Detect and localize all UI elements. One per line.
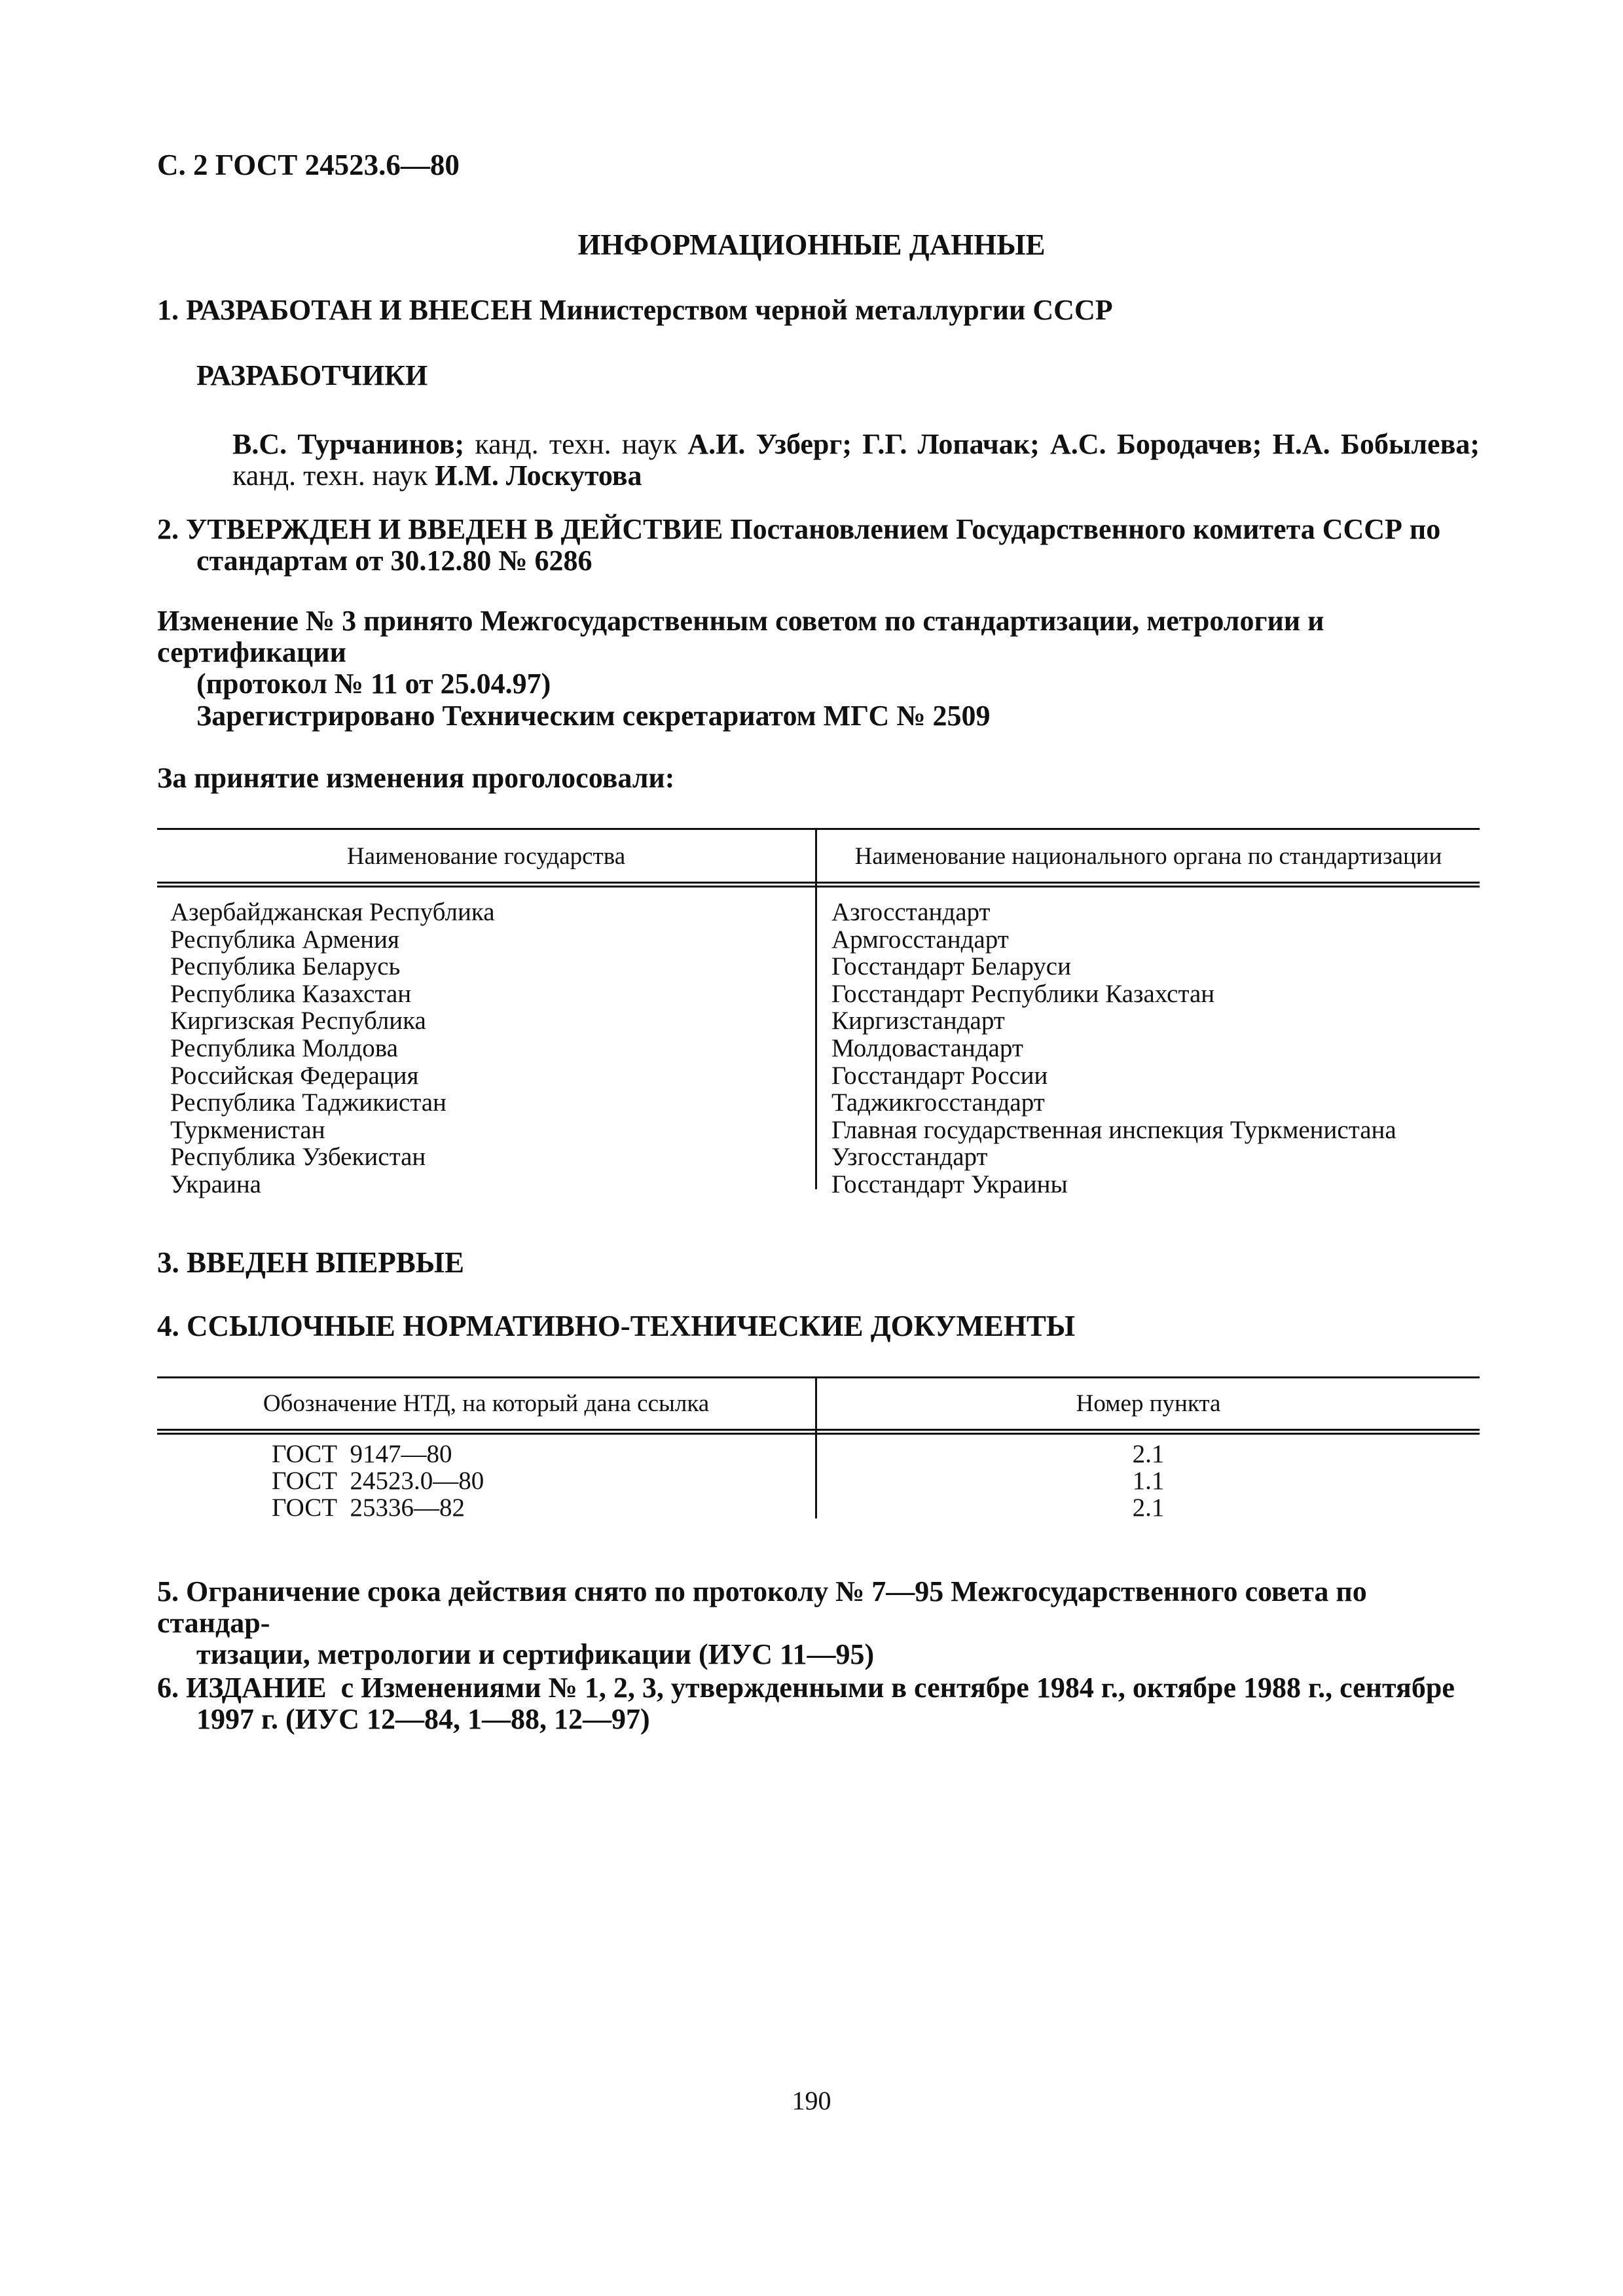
developer-rank-1: канд. техн. наук [464, 428, 688, 460]
table-cell: Российская Федерация [170, 1061, 419, 1090]
refs-table [157, 1376, 1480, 1522]
item-6-line-1: 6. ИЗДАНИЕ с Изменениями № 1, 2, 3, утвержденными в сентябре 1984 г., октябре 1988 г., сентябре [157, 1672, 1455, 1704]
table-cell: 2.1 [1132, 1440, 1165, 1468]
table-cell: Республика Узбекистан [170, 1143, 426, 1172]
table-rule [157, 1376, 1480, 1378]
table-cell: Республика Беларусь [170, 952, 401, 981]
table-rule [157, 1429, 1480, 1431]
table-cell: Республика Молдова [170, 1033, 398, 1062]
refs-table-header-doc: Обозначение НТД, на который дана ссылка [263, 1390, 710, 1417]
page-number: 190 [792, 2086, 831, 2115]
item-1-text: Министерством черной металлургии СССР [539, 294, 1113, 326]
states-column [170, 899, 495, 1198]
table-cell: Госстандарт Беларуси [831, 952, 1071, 981]
table-rule [157, 882, 1480, 884]
table-cell: Госстандарт Республики Казахстан [831, 979, 1215, 1008]
table-cell: Госстандарт России [831, 1061, 1048, 1090]
table-cell: Республика Армения [170, 925, 399, 954]
page-header: С. 2 ГОСТ 24523.6—80 [157, 149, 460, 181]
item-1 [157, 295, 1113, 326]
table-cell: Госстандарт Украины [831, 1170, 1068, 1198]
states-table-header-body: Наименование национального органа по стандартизации [854, 843, 1442, 870]
voted-heading: За принятие изменения проголосовали: [157, 762, 675, 794]
table-cell: ГОСТ 25336—82 [272, 1494, 465, 1522]
table-cell: ГОСТ 9147—80 [272, 1440, 452, 1468]
document-title: ИНФОРМАЦИОННЫЕ ДАННЫЕ [577, 228, 1046, 261]
item-2 [157, 514, 1480, 577]
table-cell: Украина [170, 1170, 261, 1198]
table-cell: Узгосстандарт [831, 1143, 988, 1172]
table-rule [157, 1433, 1480, 1435]
item-5 [157, 1576, 1480, 1670]
bodies-column [831, 899, 1396, 1198]
table-cell: ГОСТ 24523.0—80 [272, 1467, 484, 1495]
table-cell: Киргизстандарт [831, 1007, 1005, 1035]
states-table [157, 828, 1480, 1198]
table-rule [157, 828, 1480, 830]
item-6 [157, 1672, 1480, 1735]
item-2-line-2: стандартам от 30.12.80 № 6286 [196, 545, 593, 577]
table-cell: Главная государственная инспекция Туркменистана [831, 1115, 1396, 1144]
refs-table-header-clause: Номер пункта [1076, 1390, 1221, 1417]
developers-list [232, 429, 1480, 492]
states-table-header-state: Наименование государства [346, 843, 626, 870]
item-2-line-1: 2. УТВЕРЖДЕН И ВВЕДЕН В ДЕЙСТВИЕ Постановлением Государственного комитета СССР по [157, 513, 1441, 545]
table-cell: Молдовастандарт [831, 1033, 1023, 1062]
refs-doc-column [272, 1441, 484, 1521]
change-line-2: (протокол № 11 от 25.04.97) [196, 668, 551, 700]
table-column-divider [815, 828, 817, 1189]
refs-clause-column [817, 1441, 1480, 1521]
developer-2: А.И. Узберг; Г.Г. Лопачак; А.С. Бородачев; Н.А. Бобылева; [687, 428, 1480, 460]
developer-1: В.С. Турчанинов; [232, 428, 465, 460]
developer-rank-2: канд. техн. наук [232, 459, 435, 492]
table-cell: Таджикгосстандарт [831, 1088, 1045, 1117]
developer-3: И.М. Лоскутова [435, 459, 642, 492]
table-cell: Республика Казахстан [170, 979, 412, 1008]
table-rule [157, 886, 1480, 888]
table-cell: Армгосстандарт [831, 925, 1009, 954]
table-cell: Киргизская Республика [170, 1007, 426, 1035]
change-3 [157, 605, 1480, 700]
table-cell: 1.1 [1132, 1467, 1165, 1495]
item-3: 3. ВВЕДЕН ВПЕРВЫЕ [157, 1246, 465, 1279]
table-cell: Республика Таджикистан [170, 1088, 447, 1117]
registered-note: Зарегистрировано Техническим секретариатом МГС № 2509 [196, 700, 991, 732]
item-4: 4. ССЫЛОЧНЫЕ НОРМАТИВНО-ТЕХНИЧЕСКИЕ ДОКУМЕНТЫ [157, 1310, 1076, 1342]
table-cell: Туркменистан [170, 1115, 325, 1144]
table-cell: 2.1 [1132, 1494, 1165, 1522]
item-5-line-1: 5. Ограничение срока действия снято по протоколу № 7—95 Межгосударственного совета по стандар- [157, 1575, 1367, 1639]
table-cell: Азгосстандарт [831, 898, 991, 926]
item-1-lead: 1. РАЗРАБОТАН И ВНЕСЕН [157, 294, 532, 326]
developers-heading: РАЗРАБОТЧИКИ [196, 359, 428, 391]
item-6-line-2: 1997 г. (ИУС 12—84, 1—88, 12—97) [196, 1703, 650, 1735]
item-5-line-2: тизации, метрологии и сертификации (ИУС 11—95) [196, 1638, 875, 1670]
table-cell: Азербайджанская Республика [170, 898, 495, 926]
change-line-1: Изменение № 3 принято Межгосударственным советом по стандартизации, метрологии и сертификации [157, 605, 1324, 668]
